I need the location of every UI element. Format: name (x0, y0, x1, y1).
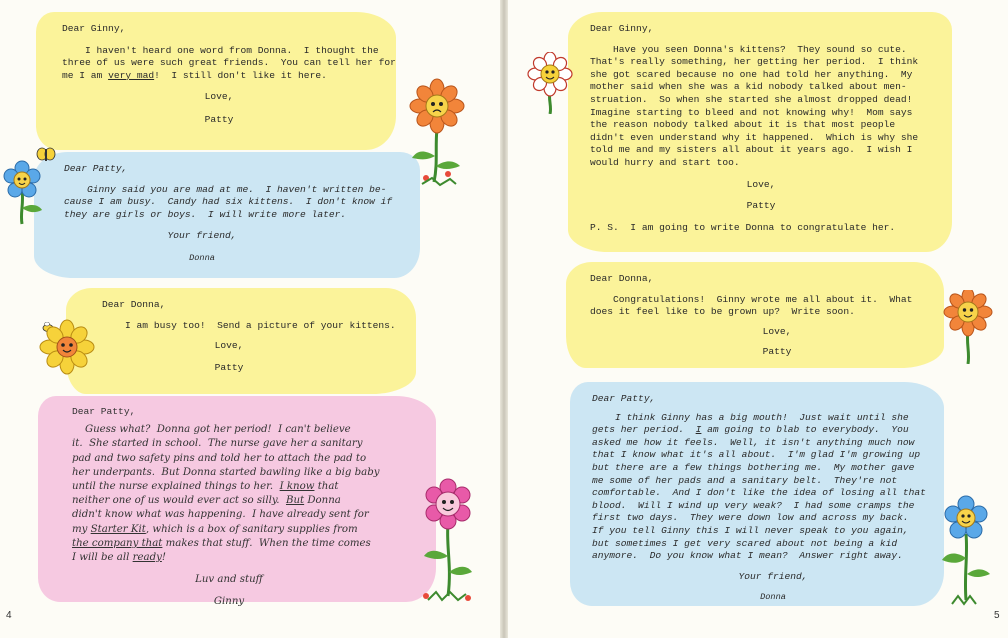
letter-line: Ginny said you are mad at me. I haven't written be- (64, 183, 387, 195)
page-number-left: 4 (6, 610, 12, 621)
underlined-word: ready (132, 552, 162, 564)
letter-greeting: Dear Patty, (64, 163, 128, 174)
letter-line: me some of her pads and a sanitary belt. They're not (592, 474, 898, 486)
letter-line: she got scared because no one had told her anything. My (590, 68, 913, 80)
letter-line: Have you seen Donna's kittens? They sound so cute. (590, 43, 907, 55)
letter-signature: Patty (762, 346, 792, 358)
letter-line: anymore. Do you know what I mean? Answer right away. (592, 550, 903, 562)
letter-greeting: Dear Patty, (592, 393, 656, 404)
letter-line: If you tell Ginny this I will never speak to you again, (592, 524, 909, 536)
letter-line: I haven't heard one word from Donna. I thought the (62, 44, 379, 56)
letter-closing: Your friend, (167, 230, 237, 242)
letter-line: cause I am busy. Candy had six kittens. I don't know if (64, 196, 393, 208)
letter-line: until the nurse explained things to her. I know that (72, 481, 339, 493)
letter-line: I think Ginny has a big mouth! Just wait until she (592, 411, 909, 423)
letter-greeting: Dear Ginny, (62, 23, 126, 34)
letter-donna-to-patty-1 (34, 152, 420, 278)
letter-greeting: Dear Patty, (72, 406, 136, 417)
letter-closing: Love, (214, 340, 244, 352)
letter-line: her underpants. But Donna started bawling like a big baby (72, 466, 380, 478)
book-gutter (500, 0, 508, 638)
letter-line: mother said when she was a kid nobody talked about men- (590, 81, 907, 93)
letter-line: but sometimes I get very scared about not being a kid (592, 537, 898, 549)
smiling-flower-icon (526, 52, 574, 114)
underlined-word: I (695, 424, 702, 436)
letter-line: I am busy too! Send a picture of your kittens. (102, 319, 396, 331)
letter-donna-to-patty-2 (570, 382, 944, 606)
letter-line: didn't even understand why it happened. Which is why she (590, 131, 919, 143)
letter-line: that I know what it's all about. I'm glad I'm growing up (592, 449, 921, 461)
letter-line: Imagine starting to bleed and not knowing why! Mom says (590, 106, 913, 118)
letter-line: does it feel like to be grown up? Write soon. (590, 306, 855, 318)
letter-line: gets her period. I am going to blab to everybody. You (592, 424, 909, 436)
letter-line: it. She started in school. The nurse gave her a sanitary (72, 438, 363, 450)
letter-signature: Donna (760, 592, 786, 603)
letter-patty-to-donna-1 (66, 288, 416, 394)
letter-ginny-to-patty (38, 396, 436, 608)
pink-flower-icon (418, 476, 478, 604)
underlined-word: But (285, 495, 305, 507)
letter-greeting: Dear Donna, (590, 273, 654, 284)
letter-line: me I am very mad! I still don't like it here. (62, 69, 327, 81)
letter-line: my Starter Kit, which is a box of sanitary supplies from (72, 523, 358, 535)
letter-line: I will be all ready! (72, 552, 166, 564)
letter-line: Congratulations! Ginny wrote me all about it. What (590, 293, 913, 305)
letter-line: they are girls or boys. I will write more later. (64, 208, 347, 220)
letter-line: pad and two safety pins and told her to attach the pad to (72, 452, 367, 464)
letter-signature: Patty (204, 113, 234, 125)
letter-closing: Love, (204, 91, 234, 103)
letter-line: but there are a few things bothering me. My mother gave (592, 461, 915, 473)
underlined-word: the company that (72, 537, 163, 549)
letter-signature: Patty (746, 200, 776, 212)
letter-line: the reason nobody talked about it is that most people (590, 119, 896, 131)
letter-signature: Donna (189, 252, 215, 263)
letter-line: blood. Will I wind up very weak? I had some cramps the (592, 499, 915, 511)
letter-patty-to-ginny-1 (36, 12, 396, 150)
letter-greeting: Dear Donna, (102, 299, 166, 310)
underlined-word: very mad (108, 69, 155, 81)
letter-closing: Your friend, (738, 570, 808, 582)
letter-closing: Love, (746, 178, 776, 190)
orange-flower-icon (940, 290, 996, 364)
letter-patty-to-donna-2 (566, 262, 944, 368)
letter-signature: Ginny (213, 596, 245, 608)
letter-line: three of us were such great friends. You can tell her for (62, 57, 396, 69)
letter-closing: Luv and stuff (195, 574, 263, 586)
letter-greeting: Dear Ginny, (590, 23, 654, 34)
letter-line: told me and my sisters all about it years ago. I wish I (590, 144, 913, 156)
letter-line: asked me how it feels. Well, it isn't anything much now (592, 436, 915, 448)
page-number-right: 5 (994, 610, 1000, 621)
smiling-flower-icon (38, 318, 96, 376)
letter-line: That's really something, her getting her period. I think (590, 56, 919, 68)
underlined-word: I know (279, 481, 315, 493)
letter-patty-to-ginny-2 (568, 12, 952, 252)
letter-line: comfortable. And I don't like the idea of losing all that (592, 487, 926, 499)
blue-flower-icon (0, 160, 46, 226)
letter-line: didn't know what was happening. I have already sent for (72, 509, 369, 521)
letter-line: struation. So when she started she almost dropped dead! (590, 93, 913, 105)
letter-line: neither one of us would ever act so silly. But Donna (72, 495, 341, 507)
blue-flower-icon (938, 494, 994, 606)
sad-flower-icon (404, 78, 470, 188)
letter-line: the company that makes that stuff. When the time comes (72, 537, 371, 549)
letter-line: would hurry and start too. (590, 156, 740, 168)
underlined-word: Starter Kit (90, 523, 146, 535)
letter-closing: Love, (762, 325, 792, 337)
letter-postscript: P. S. I am going to write Donna to congratulate her. (590, 221, 896, 233)
letter-signature: Patty (214, 361, 244, 373)
letter-line: first two days. They were down low and across my back. (592, 512, 909, 524)
letter-line: Guess what? Donna got her period! I can't believe (72, 424, 351, 436)
